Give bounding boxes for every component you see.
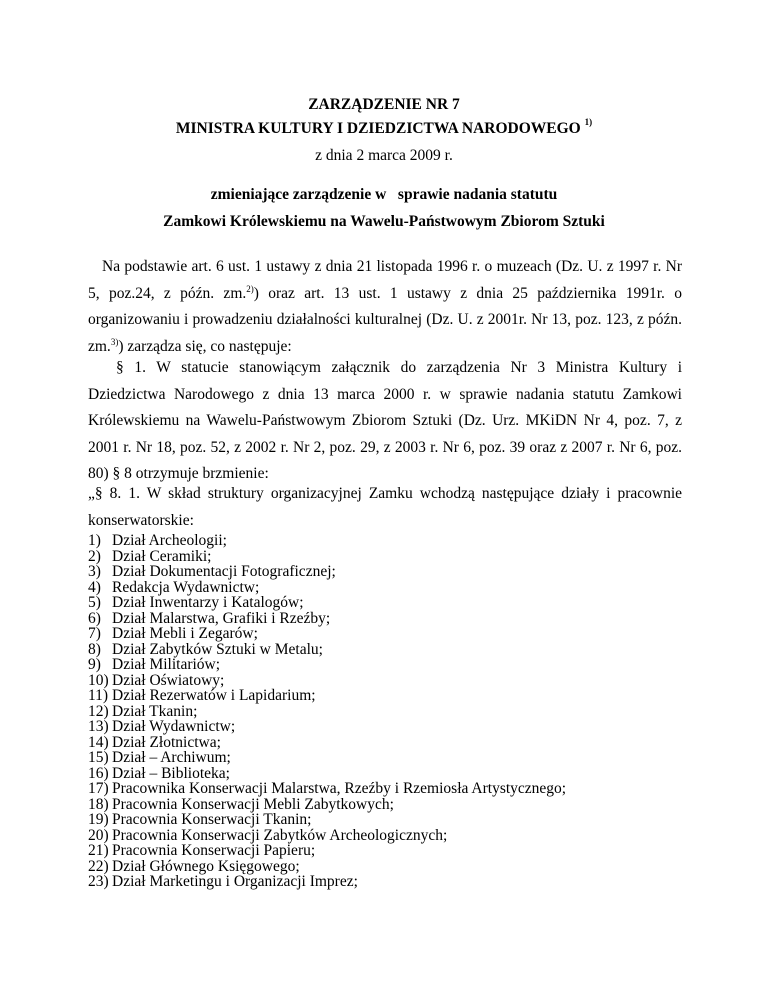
list-item-number: 3) <box>88 563 101 580</box>
list-item-number: 19) <box>88 811 109 828</box>
list-item <box>88 828 728 844</box>
list-item <box>88 533 728 549</box>
legal-basis-text-2: ) oraz art. 13 ust. 1 ustawy z dnia 25 października 1991r. o organizowaniu i prowadzeniu działalności kulturalnej (Dz. U. z 2001r. Nr 13, poz. 123, z późn. zm. <box>88 284 682 355</box>
section-1-paragraph: § 1. W statucie stanowiącym załącznik do zarządzenia Nr 3 Ministra Kultury i Dziedzictwa Narodowego z dnia 13 marca 2000 r. w sprawie nadania statutu Zamkowi Królewskiemu na Wawelu-Państwowym Zbiorom Sztuki (Dz. Urz. MKiDN Nr 4, poz. 7, z 2001 r. Nr 18, poz. 52, z 2002 r. Nr 2, poz. 29, z 2003 r. Nr 6, poz. 39 oraz z 2007 r. Nr 6, poz. 80) § 8 otrzymuje brzmienie: <box>88 359 682 482</box>
list-item-number: 18) <box>88 795 109 813</box>
list-item-number: 11) <box>88 687 109 704</box>
list-item-number: 12) <box>88 702 109 720</box>
list-item-number: 23) <box>88 873 109 890</box>
list-item-text: Pracownia Konserwacji Papieru; <box>112 842 316 859</box>
list-item-text: Dział Marketingu i Organizacji Imprez; <box>112 873 358 890</box>
list-item <box>88 859 728 875</box>
list-item-text: Dział Oświatowy; <box>112 671 225 689</box>
list-item-text: Dział Wydawnictw; <box>112 718 236 735</box>
ministry-name: MINISTRA KULTURY I DZIEDZICTWA NARODOWEGO <box>175 120 581 138</box>
list-item <box>88 657 728 673</box>
document-title: ZARZĄDZENIE NR 7 <box>308 96 460 113</box>
ministry-heading <box>0 119 768 138</box>
list-item-number: 7) <box>88 625 101 642</box>
list-item-text: Redakcja Wydawnictw; <box>112 578 260 596</box>
list-item <box>88 611 728 627</box>
list-item-text: Dział Militariów; <box>112 656 221 673</box>
subject-line-1: zmieniające zarządzenie w sprawie nadania statutu <box>210 186 558 203</box>
document-date: z dnia 2 marca 2009 r. <box>315 147 453 164</box>
list-item-text: Dział – Biblioteka; <box>112 764 230 782</box>
list-item-number: 5) <box>88 594 101 611</box>
list-item <box>88 797 728 813</box>
list-item-number: 13) <box>88 718 109 735</box>
list-item <box>88 843 728 859</box>
list-item-text: Pracownia Konserwacji Tkanin; <box>112 811 312 828</box>
list-item-text: Dział Malarstwa, Grafiki i Rzeźby; <box>112 609 331 627</box>
list-item-text: Dział Inwentarzy i Katalogów; <box>112 594 304 611</box>
list-item-number: 8) <box>88 640 101 658</box>
list-item <box>88 781 728 797</box>
list-item-text: Dział – Archiwum; <box>112 749 231 766</box>
list-item-number: 14) <box>88 733 109 751</box>
list-item-text: Dział Złotnictwa; <box>112 733 221 751</box>
legal-basis-text-1: Na podstawie art. 6 ust. 1 ustawy z dnia 21 listopada 1996 r. o muzeach (Dz. U. z 1997 r. Nr 5, poz.24, z późn. zm. <box>88 258 682 302</box>
list-item <box>88 595 728 611</box>
list-item <box>88 874 728 890</box>
legal-basis-text-3: ) zarządza się, co następuje: <box>118 337 292 355</box>
footnote-ref-2: 2) <box>246 283 254 294</box>
list-item-number: 1) <box>88 532 101 549</box>
list-item <box>88 750 728 766</box>
list-item <box>88 704 728 720</box>
list-item-number: 17) <box>88 780 109 797</box>
list-item-text: Pracownia Konserwacji Mebli Zabytkowych; <box>112 795 394 813</box>
list-item-text: Pracownia Konserwacji Zabytków Archeologicznych; <box>112 826 448 844</box>
list-item-text: Dział Dokumentacji Fotograficznej; <box>112 563 336 580</box>
list-item <box>88 549 728 565</box>
list-item-number: 21) <box>88 842 109 859</box>
list-item <box>88 688 728 704</box>
section-8-paragraph: „§ 8. 1. W skład struktury organizacyjnej Zamku wchodzą następujące działy i pracownie konserwatorskie: <box>88 485 682 529</box>
list-item-text: Dział Głównego Księgowego; <box>112 857 300 875</box>
list-item-text: Dział Archeologii; <box>112 532 227 549</box>
list-item-text: Dział Zabytków Sztuki w Metalu; <box>112 640 323 658</box>
list-item-text: Dział Rezerwatów i Lapidarium; <box>112 687 316 704</box>
list-item-number: 15) <box>88 749 109 766</box>
list-item-number: 20) <box>88 826 109 844</box>
organizational-units-list <box>88 533 728 890</box>
list-item <box>88 719 728 735</box>
list-item-text: Dział Ceramiki; <box>112 547 212 565</box>
list-item <box>88 580 728 596</box>
list-item <box>88 735 728 751</box>
footnote-ref-3: 3) <box>110 336 119 347</box>
list-item-number: 6) <box>88 609 101 627</box>
ministry-footnote-ref: 1) <box>584 117 593 127</box>
list-item-number: 16) <box>88 764 109 782</box>
list-item <box>88 766 728 782</box>
list-item <box>88 564 728 580</box>
list-item <box>88 673 728 689</box>
list-item-number: 22) <box>88 857 109 875</box>
list-item-number: 10) <box>88 671 109 689</box>
list-item <box>88 812 728 828</box>
list-item-text: Dział Mebli i Zegarów; <box>112 625 258 642</box>
legal-basis-paragraph <box>88 254 682 360</box>
list-item <box>88 626 728 642</box>
list-item-text: Dział Tkanin; <box>112 702 198 720</box>
list-item-number: 2) <box>88 547 101 565</box>
list-item-text: Pracownika Konserwacji Malarstwa, Rzeźby i Rzemiosła Artystycznego; <box>112 780 567 797</box>
list-item <box>88 642 728 658</box>
list-item-number: 4) <box>88 578 101 596</box>
subject-line-2: Zamkowi Królewskiemu na Wawelu-Państwowym Zbiorom Sztuki <box>163 213 605 230</box>
list-item-number: 9) <box>88 656 101 673</box>
